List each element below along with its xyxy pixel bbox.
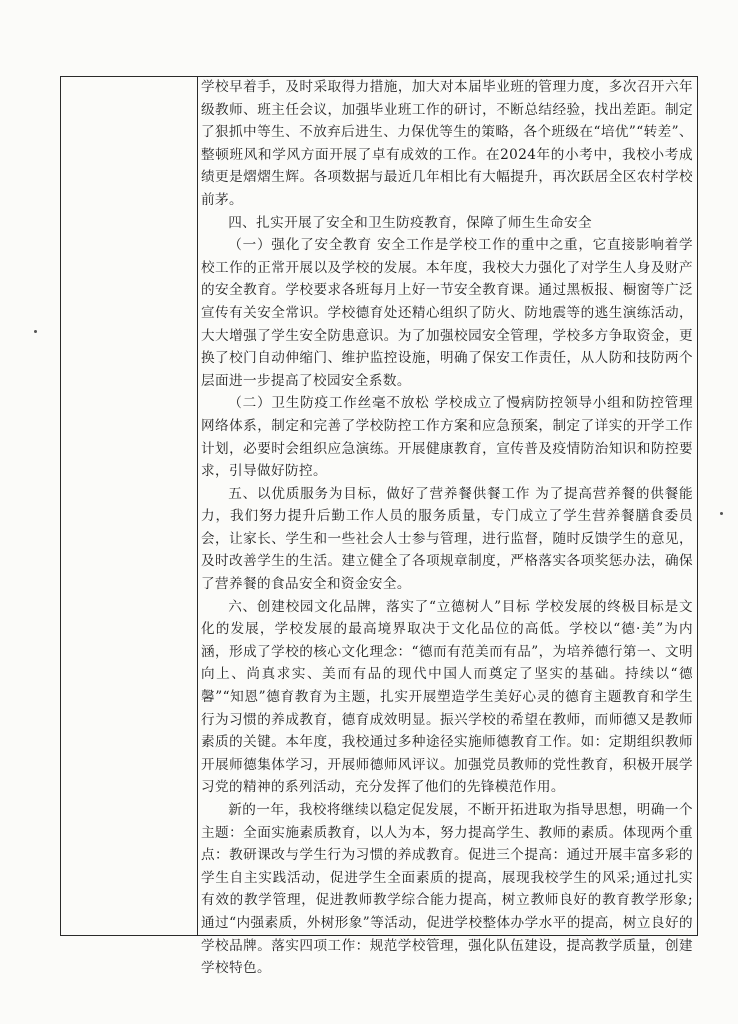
column-divider (197, 76, 198, 936)
scan-speck (720, 512, 723, 515)
paragraph-safety-education: （一）强化了安全教育 安全工作是学校工作的重中之重，它直接影响着学校工作的正常开展以及学校的发展。本年度，我校大力强化了对学生人身及财产的安全教育。学校要求各班每月上好一节安全教育课。通过黑板报、橱窗等广泛宣传有关安全常识。学校德育处还精心组织了防火、防地震等的逃生演练活动，大大增强了学生安全防患意识。为了加强校园安全管理，学校多方争取资金，更换了校门自动伸缩门、维护监控设施，明确了保安工作责任，从人防和技防两个层面进一步提高了校园安全系数。 (201, 237, 693, 389)
paragraph-nutrition-meals: 五、以优质服务为目标，做好了营养餐供餐工作 为了提高营养餐的供餐能力，我们努力提升后勤工作人员的服务质量，专门成立了学生营养餐膳食委员会，让家长、学生和一些社会人士参与管理，进行监督，随时反馈学生的意见，及时改善学生的生活。建立健全了各项规章制度，严格落实各项奖惩办法，确保了营养餐的食品安全和资金安全。 (201, 485, 693, 593)
scan-speck (34, 330, 37, 333)
section-heading-four: 四、扎实开展了安全和卫生防疫教育，保障了师生生命安全 (228, 214, 593, 231)
paragraph-epidemic-prevention: （二）卫生防疫工作丝毫不放松 学校成立了慢病防控领导小组和防控管理网络体系，制定和完善了学校防控工作方案和应急预案，制定了详实的开学工作计划，必要时会组织应急演练。开展健康教育，宣传普及疫情防治知识和防控要求，引导做好防控。 (201, 395, 693, 480)
paragraph-new-year-plan: 新的一年，我校将继续以稳定促发展，不断开拓进取为指导思想，明确一个主题：全面实施素质教育，以人为本，努力提高学生、教师的素质。体现两个重点：教研课改与学生行为习惯的养成教育。促进三个提高：通过开展丰富多彩的学生自主实践活动，促进学生全面素质的提高，展现我校学生的风采;通过扎实有效的教学管理，促进教师教学综合能力提高，树立教师良好的教育教学形象;通过“内强素质，外树形象”等活动，促进学校整体办学水平的提高，树立良好的学校品牌。落实四项工作：规范学校管理，强化队伍建设，提高教学质量，创建学校特色。 (201, 802, 693, 977)
document-body (201, 76, 693, 977)
paragraph-campus-culture: 六、创建校园文化品牌，落实了“立德树人”目标 学校发展的终极目标是文化的发展，学校发展的最高境界取决于文化品位的高低。学校以“德·美”为内涵，形成了学校的核心文化理念：“德而有范美而有品”，为培养德行第一、文明向上、尚真求实、美而有品的现代中国人而奠定了坚实的基础。持续以“德馨”“知恩”德育教育为主题，扎实开展塑造学生美好心灵的德育主题教育和学生行为习惯的养成教育，德育成效明显。振兴学校的希望在教师，而师德又是教师素质的关键。本年度，我校通过多种途径实施师德教育工作。如：定期组织教师开展师德集体学习，开展师德师风评议。加强党员教师的党性教育，积极开展学习党的精神的系列活动，充分发挥了他们的先锋模范作用。 (201, 598, 693, 796)
paragraph-continuation: 学校早着手，及时采取得力措施，加大对本届毕业班的管理力度，多次召开六年级教师、班主任会议，加强毕业班工作的研讨，不断总结经验，找出差距。制定了狠抓中等生、不放弃后进生、力保优等生的策略，各个班级在“培优”“转差”、整顿班风和学风方面开展了卓有成效的工作。在2024年的小考中，我校小考成绩更是熠熠生辉。各项数据与最近几年相比有大幅提升，再次跃居全区农村学校前茅。 (201, 79, 693, 208)
